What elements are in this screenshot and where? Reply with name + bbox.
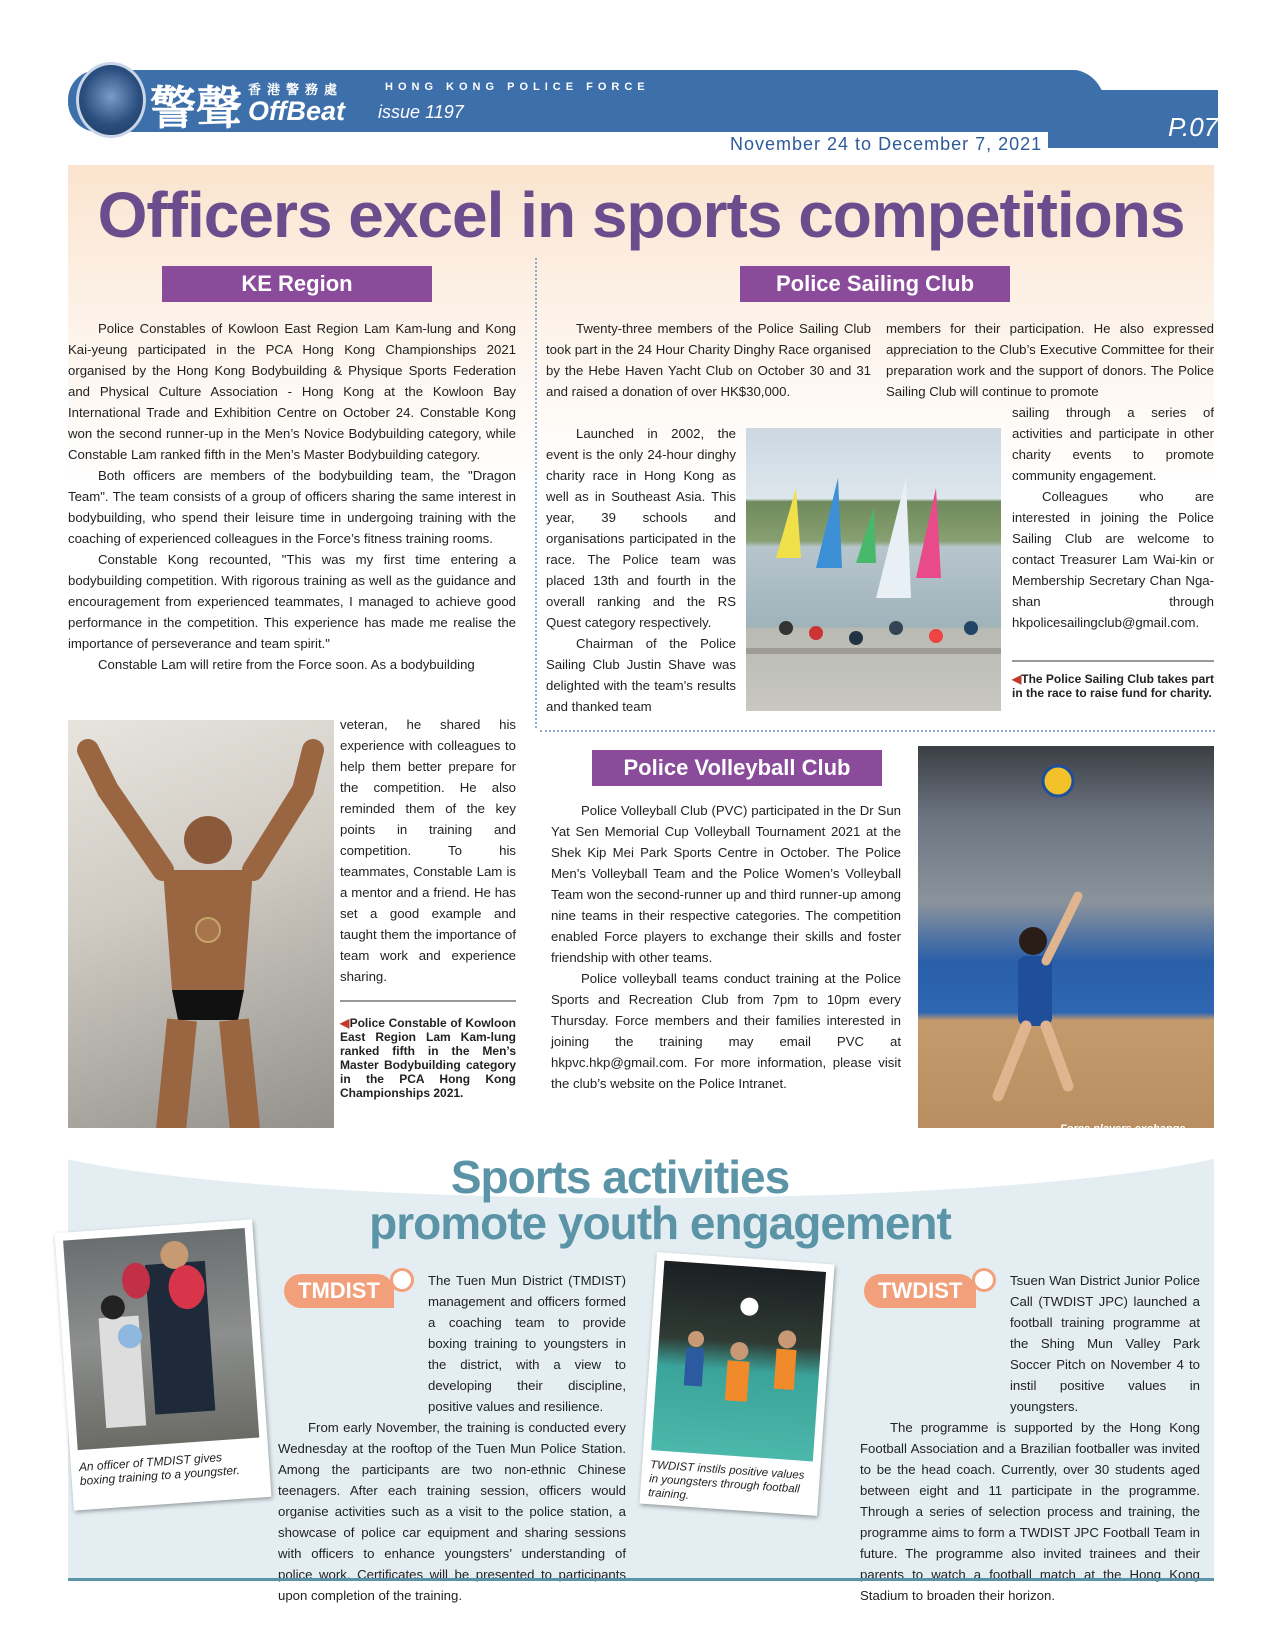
sailing-article-right — [886, 318, 1214, 402]
caption-rule — [1012, 660, 1214, 662]
ke-paragraph: Police Constables of Kowloon East Region Lam Kam-lung and Kong Kai-yeung participated in the PCA Hong Kong Championships 2021 organised by the Hong Kong Bodybuilding & Physique Sports Federation and Physical Culture Association - Hong Kong at the Kowloon Bay International Trade and Exhibition Centre on October 24. Constable Kong won the second runner-up in the Men’s Novice Bodybuilding category, while Constable Lam ranked fifth in the Men’s Master Bodybuilding category. — [68, 321, 516, 462]
ke-paragraph: Both officers are members of the bodybuilding team, the "Dragon Team". The team consists of a group of officers sharing the same interest in bodybuilding, who spend their leisure time in undergoing training with the coaching of experienced colleagues in the Force’s fitness training rooms. — [68, 468, 516, 546]
ke-article-continued — [340, 714, 516, 987]
hkpf-english: HONG KONG POLICE FORCE — [385, 81, 650, 93]
sailing-paragraph: Chairman of the Police Sailing Club Justin Shave was delighted with the team’s results and thanked team — [546, 636, 736, 714]
boxing-photo-caption: An officer of TMDIST gives boxing training to a youngster. — [78, 1450, 241, 1489]
tmdist-paragraph: The Tuen Mun District (TMDIST) management and officers formed a coaching team to provide boxing training to youngsters in the district, with a view to developing their discipline, positive values and resilience. — [428, 1273, 626, 1414]
boxing-photo — [63, 1228, 259, 1450]
volleyball-photo — [918, 746, 1214, 1138]
ke-paragraph: veteran, he shared his experience with colleagues to help them better prepare for the competition. He also reminded them of the key points in training and competition. To his teammates, Constable Lam is a mentor and a friend. He has set a good example and taught them the importance of team work and experience sharing. — [340, 717, 516, 984]
football-players-icon — [651, 1261, 826, 1462]
hkpf-chinese: 香港警務處 — [248, 82, 344, 97]
sailing-banner: Police Sailing Club — [740, 266, 1010, 302]
boxing-icon — [63, 1228, 259, 1450]
sailing-paragraph: Launched in 2002, the event is the only 24-hour dinghy charity race in Hong Kong as well as in Southeast Asia. This year, 39 schools and organisations participated in the race. The Police team was placed 13th and fourth in the overall ranking and the RS Quest category respectively. — [546, 426, 736, 630]
ke-article — [68, 318, 516, 675]
issue-date: November 24 to December 7, 2021 — [730, 134, 1043, 154]
bodybuilder-photo — [68, 720, 334, 1160]
twdist-article — [860, 1270, 1200, 1606]
football-photo — [651, 1261, 826, 1462]
football-photo-frame — [639, 1252, 834, 1516]
football-photo-caption: TWDIST instils positive values in youngsters through football training. — [647, 1459, 805, 1502]
sailing-paragraph: Twenty-three members of the Police Sailing Club took part in the 24 Hour Charity Dinghy Race organised by the Hebe Haven Yacht Club on October 30 and 31 and raised a donation of over HK$30,000. — [546, 321, 871, 399]
issue-number: issue 1197 — [378, 102, 464, 122]
sailing-article-narrow — [546, 423, 736, 717]
brand-english: OffBeat — [248, 96, 346, 126]
page-number: P.07 — [1168, 112, 1219, 142]
twdist-paragraph: The programme is supported by the Hong Kong Football Association and a Brazilian footballer was invited to be the head coach. Currently, over 30 students aged between eight and 11 participate in the programme. Through a series of selection process and training, the programme aims to form a TWDIST JPC Football Team in future. The programme also invited trainees and their parents to watch a football match at the Hong Kong Stadium to broaden their horizon. — [860, 1420, 1200, 1603]
tmdist-label: TMDIST — [284, 1274, 394, 1308]
column-divider — [535, 258, 537, 728]
volleyball-paragraph: Police volleyball teams conduct training at the Police Sports and Recreation Club from 7pm to 10pm every Thursday. Force members and their families interested in joining the training may email PVC at hkpvc.hkp@gmail.com. For more information, please visit the club’s website on the Police Intranet. — [551, 971, 901, 1091]
page-title: Officers excel in sports competitions — [97, 179, 1185, 251]
sailboats-icon — [746, 428, 1001, 711]
police-emblem-icon — [76, 62, 146, 138]
ke-paragraph: Constable Kong recounted, "This was my first time entering a bodybuilding competition. With rigorous training as well as the guidance and encouragement from experienced teammates, I managed to achieve good performance in the competition. This experience has made me realise the importance of perseverance and team spirit." — [68, 552, 516, 651]
sailing-paragraph: Colleagues who are interested in joining the Police Sailing Club are welcome to contact Treasurer Lam Wai-kin or Membership Secretary Chan Nga-shan through hkpolicesailingclub@gmail.com. — [1012, 489, 1214, 630]
youth-title-line1: Sports activities — [450, 1151, 790, 1203]
volleyball-article — [551, 800, 901, 1094]
bodybuilder-figure-icon — [68, 720, 334, 1160]
tmdist-paragraph: From early November, the training is conducted every Wednesday at the rooftop of the Tuen Mun Police Station. Among the participants are two non-ethnic Chinese teenagers. After each training session, officers would organise activities such as a visit to the police station, a showcase of police car equipment and sharing sessions with officers to enhance youngsters’ understanding of police work. Certificates will be presented to participants upon completion of the training. — [278, 1420, 626, 1603]
twdist-paragraph: Tsuen Wan District Junior Police Call (TWDIST JPC) launched a football training programme at the Shing Mun Valley Park Soccer Pitch on November 4 to instil positive values in youngsters. — [1010, 1273, 1200, 1414]
caption-arrow-icon: ◀ — [340, 1016, 350, 1030]
sailing-paragraph: members for their participation. He also expressed appreciation to the Club’s Executive Committee for their preparation work and the support of donors. The Police Sailing Club will continue to promote — [886, 321, 1214, 399]
footer-rule — [68, 1578, 1214, 1581]
volleyball-banner: Police Volleyball Club — [592, 750, 882, 786]
sailing-article-right-narrow — [1012, 402, 1214, 633]
twdist-label: TWDIST — [864, 1274, 976, 1308]
brand-chinese: 警聲 — [150, 81, 242, 135]
ke-paragraph: Constable Lam will retire from the Force soon. As a bodybuilding — [98, 657, 475, 672]
youth-title-line2: promote youth engagement — [369, 1197, 951, 1249]
volleyball-paragraph: Police Volleyball Club (PVC) participated in the Dr Sun Yat Sen Memorial Cup Volleyball Tournament 2021 at the Shek Kip Mei Park Sports Centre in October. The Police Men’s Volleyball Team and the Police Women’s Volleyball Team won the second-runner up and third runner-up among nine teams in their respective categories. The competition enabled Force players to exchange their skills and foster friendship with other teams. — [551, 803, 901, 965]
tmdist-article — [278, 1270, 626, 1606]
caption-rule — [340, 1000, 516, 1002]
boxing-photo-frame — [55, 1219, 272, 1510]
caption-arrow-icon: ◀ — [1012, 672, 1022, 686]
ke-region-banner: KE Region — [162, 266, 432, 302]
sailing-photo-caption: ◀The Police Sailing Club takes part in the race to raise fund for charity. — [1012, 672, 1214, 700]
sailing-article — [546, 318, 871, 402]
section-divider — [540, 730, 1215, 732]
sailing-paragraph: sailing through a series of activities and participate in other charity events to promote community engagement. — [1012, 405, 1214, 483]
volleyball-player-icon — [918, 746, 1214, 1138]
ke-photo-caption: ◀Police Constable of Kowloon East Region Lam Kam-lung ranked fifth in the Men’s Master Bodybuilding category in the PCA Hong Kong Championships 2021. — [340, 1016, 516, 1100]
sailing-photo — [746, 428, 1001, 711]
